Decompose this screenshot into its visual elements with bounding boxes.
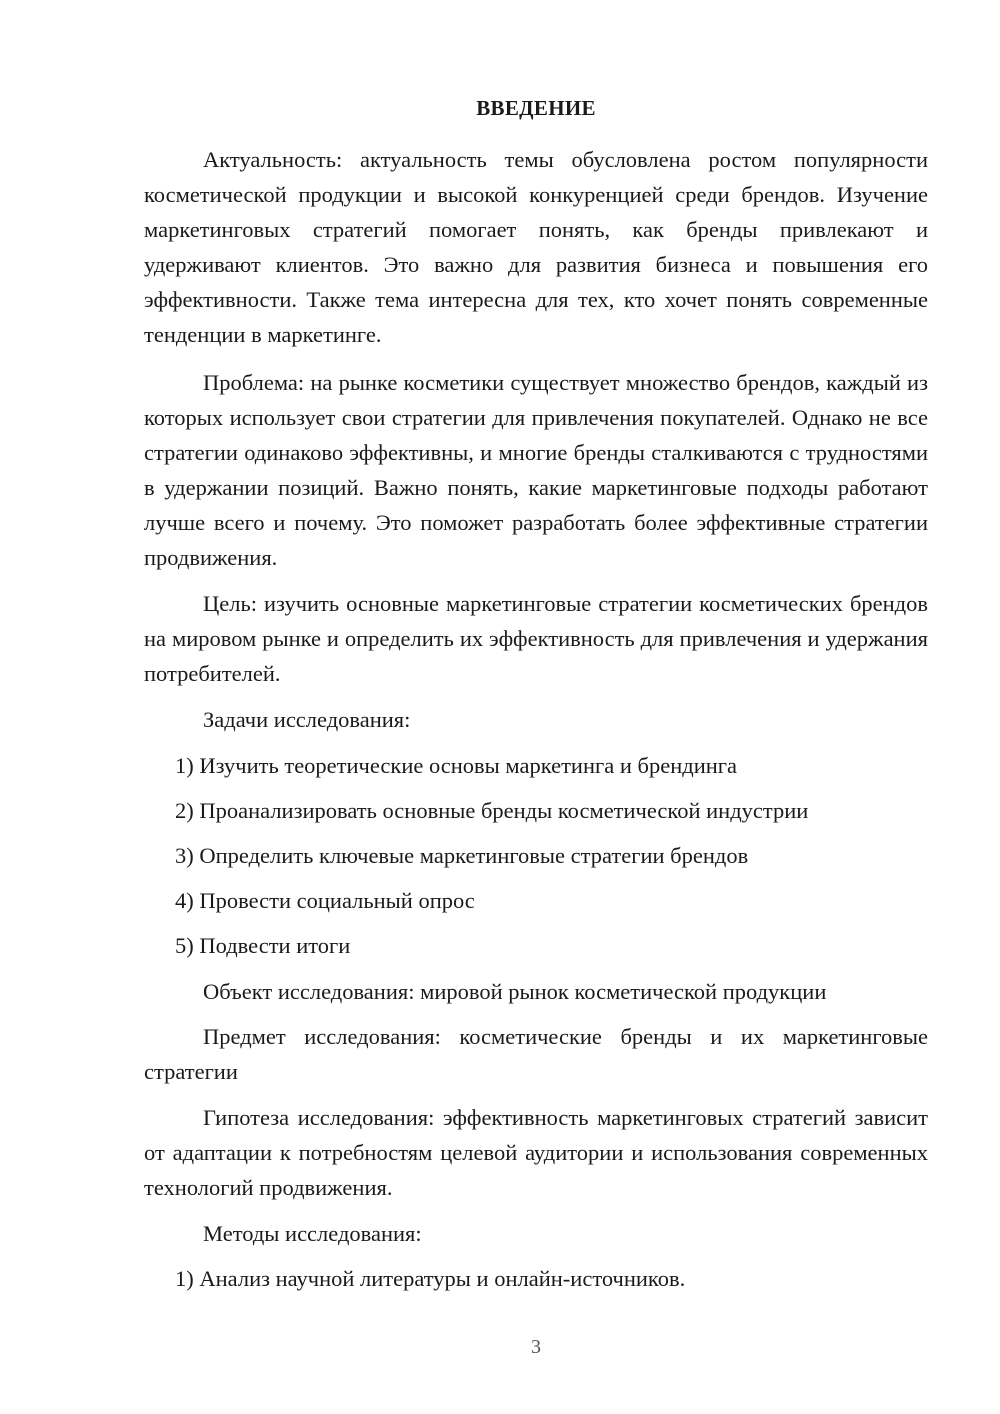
goal-paragraph: Цель: изучить основные маркетинговые стратегии косметических брендов на мировом рынке и определить их эффективность для привлечения и удержания потребителей. [144,591,928,686]
task-item: 1) Изучить теоретические основы маркетинга и брендинга [175,753,737,778]
page-number: 3 [531,1336,541,1358]
subject-paragraph: Предмет исследования: косметические бренды и их маркетинговые стратегии [144,1024,928,1084]
tasks-heading: Задачи исследования: [203,707,411,732]
object-paragraph: Объект исследования: мировой рынок косметической продукции [203,979,827,1004]
task-item: 4) Провести социальный опрос [175,888,475,913]
task-item: 3) Определить ключевые маркетинговые стратегии брендов [175,843,749,868]
methods-heading: Методы исследования: [203,1221,422,1246]
method-item: 1) Анализ научной литературы и онлайн-источников. [175,1266,686,1291]
section-title: ВВЕДЕНИЕ [476,96,596,120]
relevance-paragraph: Актуальность: актуальность темы обусловлена ростом популярности косметической продукции и высокой конкуренцией среди брендов. Изучение маркетинговых стратегий помогает понять, как бренды привлекают и удерживают клиентов. Это важно для развития бизнеса и повышения его эффективности. Также тема интересна для тех, кто хочет понять современные тенденции в маркетинге. [144,147,928,347]
task-item: 5) Подвести итоги [175,933,351,958]
hypothesis-paragraph: Гипотеза исследования: эффективность маркетинговых стратегий зависит от адаптации к потребностям целевой аудитории и использования современных технологий продвижения. [144,1105,928,1200]
problem-paragraph: Проблема: на рынке косметики существует множество брендов, каждый из которых использует свои стратегии для привлечения покупателей. Однако не все стратегии одинаково эффективны, и многие бренды сталкиваются с трудностями в удержании позиций. Важно понять, какие маркетинговые подходы работают лучше всего и почему. Это поможет разработать более эффективные стратегии продвижения. [144,370,928,570]
task-item: 2) Проанализировать основные бренды косметической индустрии [175,798,809,823]
